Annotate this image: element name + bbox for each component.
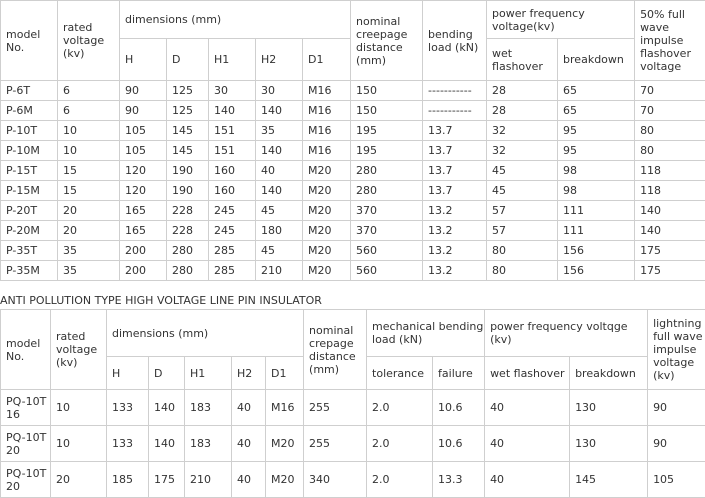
header-dim-h: H xyxy=(107,357,149,390)
model-cell: P-35M xyxy=(1,261,58,281)
table-cell: 160 xyxy=(209,161,256,181)
table-cell: 80 xyxy=(487,241,558,261)
table-cell: 90 xyxy=(648,390,705,426)
table-cell: 560 xyxy=(351,241,423,261)
table-cell: 165 xyxy=(120,201,167,221)
table-cell: M16 xyxy=(303,81,351,101)
table-cell: 45 xyxy=(487,161,558,181)
table-cell: ----------- xyxy=(423,81,487,101)
table-cell: 10 xyxy=(58,121,120,141)
header-power-frequency: power frequency voltqge (kv) xyxy=(485,310,648,357)
table-cell: 151 xyxy=(209,141,256,161)
table-cell: 98 xyxy=(558,161,635,181)
table-cell: 151 xyxy=(209,121,256,141)
table-cell: 13.7 xyxy=(423,181,487,201)
table-cell: 175 xyxy=(635,261,705,281)
table-row xyxy=(1,121,705,141)
header-model: model No. xyxy=(1,1,58,81)
table-cell: M16 xyxy=(303,141,351,161)
table-cell: 95 xyxy=(558,141,635,161)
table-cell: 140 xyxy=(149,390,185,426)
table-cell: 140 xyxy=(149,426,185,462)
header-wet-flashover: wet flashover xyxy=(485,357,570,390)
table-cell: 57 xyxy=(487,221,558,241)
table-cell: 560 xyxy=(351,261,423,281)
header-dim-h1: H1 xyxy=(209,39,256,81)
table-cell: 130 xyxy=(570,426,648,462)
table-cell: 370 xyxy=(351,221,423,241)
table-cell: 80 xyxy=(635,141,705,161)
table-cell: 2.0 xyxy=(367,426,433,462)
table-cell: 35 xyxy=(256,121,303,141)
table-cell: 118 xyxy=(635,181,705,201)
header-breakdown: breakdown xyxy=(558,39,635,81)
table-cell: 156 xyxy=(558,241,635,261)
table-cell: 10.6 xyxy=(433,390,485,426)
table-cell: 90 xyxy=(120,81,167,101)
table-cell: 280 xyxy=(167,261,209,281)
table-cell: 140 xyxy=(635,221,705,241)
table-cell: M16 xyxy=(303,101,351,121)
table-row xyxy=(1,390,705,426)
model-cell: P-10T xyxy=(1,121,58,141)
table-cell: 190 xyxy=(167,161,209,181)
table-cell: 140 xyxy=(209,101,256,121)
model-cell: P-15M xyxy=(1,181,58,201)
table-cell: 45 xyxy=(256,241,303,261)
table-cell: 140 xyxy=(256,101,303,121)
header-tolerance: tolerance xyxy=(367,357,433,390)
table-cell: 210 xyxy=(256,261,303,281)
table-cell: 15 xyxy=(58,161,120,181)
table-row xyxy=(1,141,705,161)
table-cell: 160 xyxy=(209,181,256,201)
table-cell: 80 xyxy=(635,121,705,141)
table-cell: 145 xyxy=(167,141,209,161)
header-rated-voltage: rated voltage (kv) xyxy=(51,310,107,390)
table-cell: 95 xyxy=(558,121,635,141)
model-cell: P-6T xyxy=(1,81,58,101)
model-cell: PQ-10T20 xyxy=(1,426,51,462)
table-cell: 10 xyxy=(51,390,107,426)
table-cell: 40 xyxy=(232,390,266,426)
header-creepage: nominal creepage distance (mm) xyxy=(351,1,423,81)
table-cell: 228 xyxy=(167,221,209,241)
header-dim-h: H xyxy=(120,39,167,81)
table-row xyxy=(1,201,705,221)
table-cell: 90 xyxy=(120,101,167,121)
table-cell: 125 xyxy=(167,101,209,121)
model-cell: P-35T xyxy=(1,241,58,261)
table-cell: 120 xyxy=(120,181,167,201)
table-cell: M16 xyxy=(266,390,304,426)
model-cell: P-20T xyxy=(1,201,58,221)
table-cell: 98 xyxy=(558,181,635,201)
header-dim-h2: H2 xyxy=(232,357,266,390)
table-cell: 10 xyxy=(51,426,107,462)
table-cell: 105 xyxy=(120,121,167,141)
table-row xyxy=(1,426,705,462)
table-cell: 40 xyxy=(232,426,266,462)
table-cell: 180 xyxy=(256,221,303,241)
table-cell: 195 xyxy=(351,121,423,141)
header-rated-voltage: rated voltage (kv) xyxy=(58,1,120,81)
table-cell: 40 xyxy=(485,426,570,462)
table-cell: 280 xyxy=(351,181,423,201)
table-cell: 130 xyxy=(570,390,648,426)
model-cell: P-20M xyxy=(1,221,58,241)
table-cell: 280 xyxy=(167,241,209,261)
table-cell: 165 xyxy=(120,221,167,241)
table-cell: 200 xyxy=(120,241,167,261)
table-cell: 195 xyxy=(351,141,423,161)
table-cell: 111 xyxy=(558,221,635,241)
table-cell: M20 xyxy=(303,201,351,221)
table-cell: 20 xyxy=(58,221,120,241)
table-cell: M20 xyxy=(303,221,351,241)
table-cell: 40 xyxy=(485,390,570,426)
table-cell: 111 xyxy=(558,201,635,221)
table-cell: 20 xyxy=(51,462,107,498)
header-failure: failure xyxy=(433,357,485,390)
table-cell: 120 xyxy=(120,161,167,181)
table-cell: 255 xyxy=(304,426,367,462)
table-cell: 65 xyxy=(558,81,635,101)
table-cell: M20 xyxy=(266,426,304,462)
table-cell: 13.7 xyxy=(423,161,487,181)
header-impulse-voltage: lightning full wave impulse voltage (kv) xyxy=(648,310,705,390)
table-cell: 6 xyxy=(58,81,120,101)
table-row xyxy=(1,221,705,241)
header-dim-d1: D1 xyxy=(303,39,351,81)
header-mechanical-bending-load: mechanical bending load (kN) xyxy=(367,310,485,357)
table-cell: 183 xyxy=(185,426,232,462)
table-cell: 175 xyxy=(149,462,185,498)
table-cell: 183 xyxy=(185,390,232,426)
header-dim-d: D xyxy=(167,39,209,81)
table-cell: 280 xyxy=(351,161,423,181)
header-dimensions: dimensions (mm) xyxy=(120,1,351,39)
table-cell: 28 xyxy=(487,101,558,121)
header-wet-flashover: wet flashover xyxy=(487,39,558,81)
table-cell: M20 xyxy=(303,161,351,181)
table-row xyxy=(1,462,705,498)
table-cell: M16 xyxy=(303,121,351,141)
table-cell: 70 xyxy=(635,101,705,121)
table-cell: 28 xyxy=(487,81,558,101)
header-model: model No. xyxy=(1,310,51,390)
table-cell: 6 xyxy=(58,101,120,121)
table-cell: 255 xyxy=(304,390,367,426)
header-breakdown: breakdown xyxy=(570,357,648,390)
table-cell: 228 xyxy=(167,201,209,221)
table-cell: 370 xyxy=(351,201,423,221)
table-cell: 13.3 xyxy=(433,462,485,498)
table-cell: 118 xyxy=(635,161,705,181)
table-row xyxy=(1,181,705,201)
table-cell: 35 xyxy=(58,241,120,261)
table-cell: M20 xyxy=(303,261,351,281)
model-cell: PQ-10T20 xyxy=(1,462,51,498)
table-cell: 285 xyxy=(209,241,256,261)
table-cell: 40 xyxy=(256,161,303,181)
header-power-frequency: power frequency voltage(kv) xyxy=(487,1,635,39)
table-cell: 190 xyxy=(167,181,209,201)
table-cell: 285 xyxy=(209,261,256,281)
anti-pollution-insulator-spec-table xyxy=(0,309,705,498)
table-cell: 13.7 xyxy=(423,121,487,141)
table-row xyxy=(1,161,705,181)
header-dim-d: D xyxy=(149,357,185,390)
section-caption: ANTI POLLUTION TYPE HIGH VOLTAGE LINE PIN INSULATOR xyxy=(0,294,705,308)
table-cell: 32 xyxy=(487,141,558,161)
table-cell: 40 xyxy=(485,462,570,498)
table-cell: 145 xyxy=(167,121,209,141)
header-impulse-voltage: 50% full wave impulse flashover voltage xyxy=(635,1,705,81)
table-cell: 156 xyxy=(558,261,635,281)
table-cell: 13.7 xyxy=(423,141,487,161)
header-dim-d1: D1 xyxy=(266,357,304,390)
table-cell: 30 xyxy=(209,81,256,101)
table-cell: 245 xyxy=(209,221,256,241)
table-cell: 145 xyxy=(570,462,648,498)
table-cell: 90 xyxy=(648,426,705,462)
table-cell: 45 xyxy=(256,201,303,221)
table-cell: M20 xyxy=(266,462,304,498)
table-cell: 13.2 xyxy=(423,201,487,221)
table-cell: 70 xyxy=(635,81,705,101)
model-cell: P-10M xyxy=(1,141,58,161)
table-cell: M20 xyxy=(303,241,351,261)
model-cell: PQ-10T16 xyxy=(1,390,51,426)
table-cell: 30 xyxy=(256,81,303,101)
table-cell: 13.2 xyxy=(423,221,487,241)
table-row xyxy=(1,81,705,101)
table-cell: 10.6 xyxy=(433,426,485,462)
table-cell: 200 xyxy=(120,261,167,281)
table-cell: 185 xyxy=(107,462,149,498)
table-cell: 45 xyxy=(487,181,558,201)
table-cell: 140 xyxy=(256,141,303,161)
table-cell: 13.2 xyxy=(423,261,487,281)
model-cell: P-15T xyxy=(1,161,58,181)
table-cell: 245 xyxy=(209,201,256,221)
table-cell: 140 xyxy=(256,181,303,201)
table-cell: 340 xyxy=(304,462,367,498)
table-cell: 80 xyxy=(487,261,558,281)
table-cell: 10 xyxy=(58,141,120,161)
table-cell: 133 xyxy=(107,426,149,462)
header-dimensions: dimensions (mm) xyxy=(107,310,304,357)
table-row xyxy=(1,241,705,261)
table-cell: 15 xyxy=(58,181,120,201)
header-bending-load: bending load (kN) xyxy=(423,1,487,81)
table-cell: 175 xyxy=(635,241,705,261)
table-cell: 2.0 xyxy=(367,390,433,426)
header-dim-h2: H2 xyxy=(256,39,303,81)
table-row xyxy=(1,101,705,121)
table-cell: 35 xyxy=(58,261,120,281)
table-cell: M20 xyxy=(303,181,351,201)
table-cell: 40 xyxy=(232,462,266,498)
table-cell: 57 xyxy=(487,201,558,221)
table-cell: 140 xyxy=(635,201,705,221)
table-cell: 210 xyxy=(185,462,232,498)
table-cell: 150 xyxy=(351,101,423,121)
header-dim-h1: H1 xyxy=(185,357,232,390)
table-cell: 105 xyxy=(648,462,705,498)
header-creepage: nominal crepage distance (mm) xyxy=(304,310,367,390)
table-cell: 20 xyxy=(58,201,120,221)
table-cell: 150 xyxy=(351,81,423,101)
table-cell: 65 xyxy=(558,101,635,121)
table-cell: 13.2 xyxy=(423,241,487,261)
model-cell: P-6M xyxy=(1,101,58,121)
table-cell: 125 xyxy=(167,81,209,101)
table-cell: 133 xyxy=(107,390,149,426)
table-cell: 32 xyxy=(487,121,558,141)
table-row xyxy=(1,261,705,281)
table-cell: ----------- xyxy=(423,101,487,121)
table-cell: 105 xyxy=(120,141,167,161)
table-cell: 2.0 xyxy=(367,462,433,498)
